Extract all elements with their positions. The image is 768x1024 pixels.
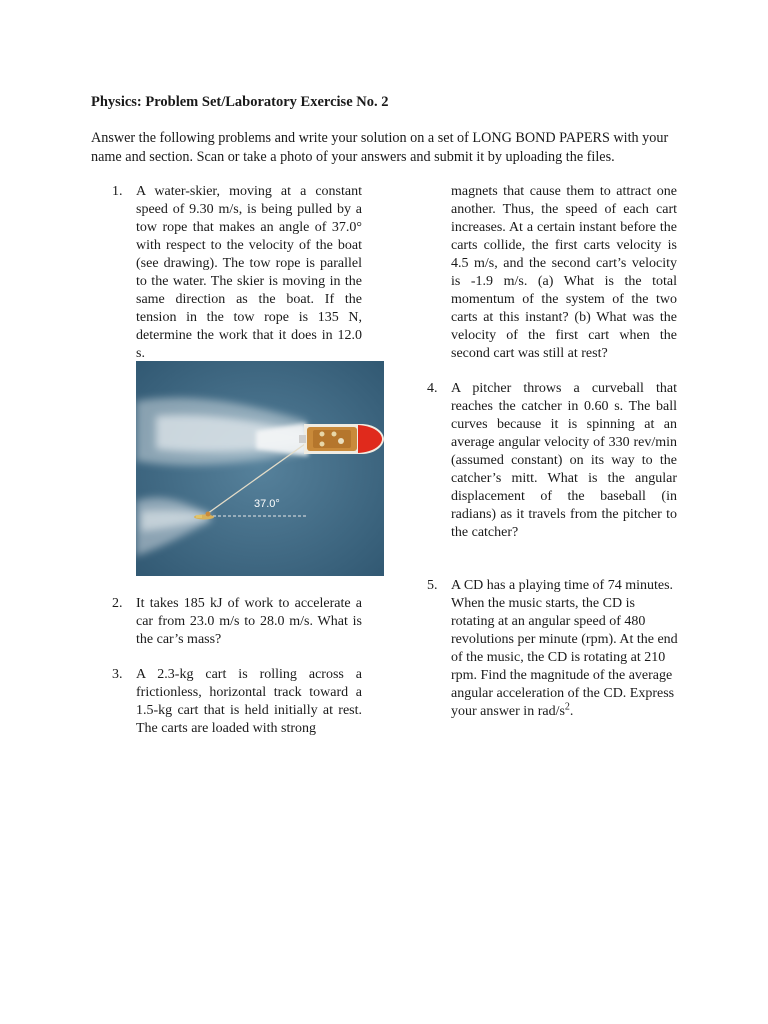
boat	[299, 424, 384, 454]
problem-number: 2.	[112, 596, 123, 611]
problem-5	[427, 577, 681, 721]
problem-number: 5.	[427, 578, 438, 593]
instructions: Answer the following problems and write your solution on a set of LONG BOND PAPERS with your name and section. Scan or take a photo of your answers and submit it by uploading the files.	[91, 130, 669, 165]
problem-text: magnets that cause them to attract one another. Thus, the speed of each cart increases. At a certain instant before the carts collide, the first carts velocity is 4.5 m/s, and the second cart’s velocity is -1.9 m/s. (a) What is the total momentum of the system of the two carts at this instant? (b) What was the velocity of the first cart when the second cart was still at rest?	[451, 184, 677, 361]
problem-text: A 2.3-kg cart is rolling across a frictionless, horizontal track toward a 1.5-kg cart that is held initially at rest. The carts are loaded with strong	[136, 667, 362, 736]
water-background	[136, 361, 384, 576]
problem-3	[112, 666, 362, 738]
water-skier-figure	[136, 361, 384, 576]
problem-number: 4.	[427, 381, 438, 396]
problem-text: A water-skier, moving at a constant speed of 9.30 m/s, is being pulled by a tow rope that makes an angle of 37.0° with respect to the velocity of the boat (see drawing). The tow rope is parallel to the water. The skier is moving in the same direction as the boat. If the tension in the tow rope is 135 N, determine the work that it does in 12.0 s.	[136, 184, 362, 361]
problem-4	[427, 380, 677, 542]
problem-1	[112, 183, 362, 363]
problem-number: 1.	[112, 184, 123, 199]
problem-text: A pitcher throws a curveball that reaches the catcher in 0.60 s. The ball curves because it is spinning at an average angular velocity of 330 rev/min (assumed constant) on its way to the catcher’s mitt. What is the angular displacement of the baseball (in radians) as it travels from the pitcher to the catcher?	[451, 381, 677, 540]
problem-text-main: A CD has a playing time of 74 minutes. When the music starts, the CD is rotating at an angular speed of 480 revolutions per minute (rpm). At the end of the music, the CD is rotating at 210 rpm. Find the magnitude of the average angular acceleration of the CD. Express your answer in rad/s	[451, 578, 678, 719]
page-title: Physics: Problem Set/Laboratory Exercise No. 2	[91, 94, 389, 110]
exponent: 2	[564, 701, 570, 713]
problem-3-continuation	[451, 183, 677, 363]
problem-2	[112, 595, 362, 649]
period: .	[569, 704, 574, 719]
problem-text: It takes 185 kJ of work to accelerate a car from 23.0 m/s to 28.0 m/s. What is the car’s mass?	[136, 596, 362, 647]
angle-label: 37.0°	[254, 498, 280, 510]
problem-text	[451, 577, 681, 721]
problem-number: 3.	[112, 667, 123, 682]
